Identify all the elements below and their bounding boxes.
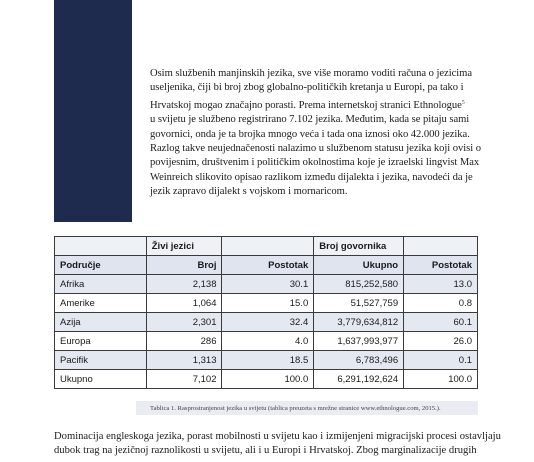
table-row — [55, 275, 478, 294]
table-row — [55, 313, 478, 332]
intro-line: govornici, onda je ta brojka mnogo veća i tada ona iznosi oko 42.000 jezika. — [150, 128, 470, 140]
footnote-marker[interactable]: 5 — [461, 99, 465, 106]
body-line: Dominacija engleskoga jezika, porast mobilnosti u svijetu kao i izmijenjeni migracijski procesi ostavljaju — [54, 431, 501, 442]
column-header-region: Područje — [55, 256, 147, 275]
intro-line: useljenika, čiji bi broj zbog globalno-političkih kretanja u Europi, pa tako i — [150, 82, 464, 94]
table-caption: Tablica 1. Rasprostranjenost jezika u svijetu (tablica preuzeta s mrežne stranice www.ethnologue.com, 2015.). — [150, 405, 441, 412]
value-cell: 13.0 — [404, 275, 478, 294]
value-cell: 51,527,759 — [314, 294, 404, 313]
intro-line: Weinreich slikovito opisao razlikom između dijalekta i jezika, navodeći da je — [150, 171, 473, 183]
intro-line: povijesnim, društvenim i političkim okolnostima koje je izraelski lingvist Max — [150, 157, 480, 169]
value-cell: 100.0 — [404, 370, 478, 389]
value-cell: 2,138 — [146, 275, 222, 294]
region-cell: Afrika — [55, 275, 147, 294]
group-header-living-languages: Živi jezici — [146, 237, 222, 256]
value-cell: 6,783,496 — [314, 351, 404, 370]
value-cell: 815,252,580 — [314, 275, 404, 294]
column-header-count: Broj — [146, 256, 222, 275]
intro-line: Hrvatskoj mogao značajno porasti. Prema internetskoj stranici Ethnologue$^5$ — [150, 99, 465, 111]
column-header-percent: Postotak — [222, 256, 314, 275]
value-cell: 1,313 — [146, 351, 222, 370]
value-cell: 60.1 — [404, 313, 478, 332]
value-cell: 4.0 — [222, 332, 314, 351]
value-cell: 2,301 — [146, 313, 222, 332]
column-header-total: Ukupno — [314, 256, 404, 275]
value-cell: 32.4 — [222, 313, 314, 332]
empty-header-cell — [404, 237, 478, 256]
value-cell: 30.1 — [222, 275, 314, 294]
region-cell: Ukupno — [55, 370, 147, 389]
column-header-percent: Postotak — [404, 256, 478, 275]
region-cell: Europa — [55, 332, 147, 351]
decorative-sidebar-block — [54, 0, 132, 222]
value-cell: 6,291,192,624 — [314, 370, 404, 389]
value-cell: 15.0 — [222, 294, 314, 313]
value-cell: 1,637,993,977 — [314, 332, 404, 351]
table-row — [55, 294, 478, 313]
group-header-speakers: Broj govornika — [314, 237, 404, 256]
region-cell: Amerike — [55, 294, 147, 313]
intro-line: jezik zapravo dijalekt s vojskom i mornaricom. — [150, 186, 348, 198]
intro-line: u svijetu je službeno registrirano 7.102 jezika. Međutim, kada se pitaju sami — [150, 114, 470, 126]
intro-line: Osim službenih manjinskih jezika, sve više moramo voditi računa o jezicima — [150, 68, 472, 79]
intro-paragraph — [150, 67, 490, 200]
languages-table — [54, 236, 478, 389]
table-row — [55, 351, 478, 370]
value-cell: 1,064 — [146, 294, 222, 313]
body-line: dubok trag na jezičnoj raznolikosti u svijetu, ali i u Europi i Hrvatskoj. Zbog marginalizacije drugih — [54, 445, 477, 457]
value-cell: 286 — [146, 332, 222, 351]
empty-header-cell — [55, 237, 147, 256]
value-cell: 7,102 — [146, 370, 222, 389]
table-group-header-row — [55, 237, 478, 256]
region-cell: Azija — [55, 313, 147, 332]
value-cell: 26.0 — [404, 332, 478, 351]
value-cell: 18.5 — [222, 351, 314, 370]
empty-header-cell — [222, 237, 314, 256]
value-cell: 0.8 — [404, 294, 478, 313]
body-paragraph — [54, 430, 501, 459]
region-cell: Pacifik — [55, 351, 147, 370]
table-column-header-row — [55, 256, 478, 275]
value-cell: 100.0 — [222, 370, 314, 389]
value-cell: 3,779,634,812 — [314, 313, 404, 332]
table-row — [55, 370, 478, 389]
intro-line: Razlog takve neujednačenosti nalazimo u službenom statusu jezika koji ovisi o — [150, 143, 481, 155]
table-row — [55, 332, 478, 351]
value-cell: 0.1 — [404, 351, 478, 370]
